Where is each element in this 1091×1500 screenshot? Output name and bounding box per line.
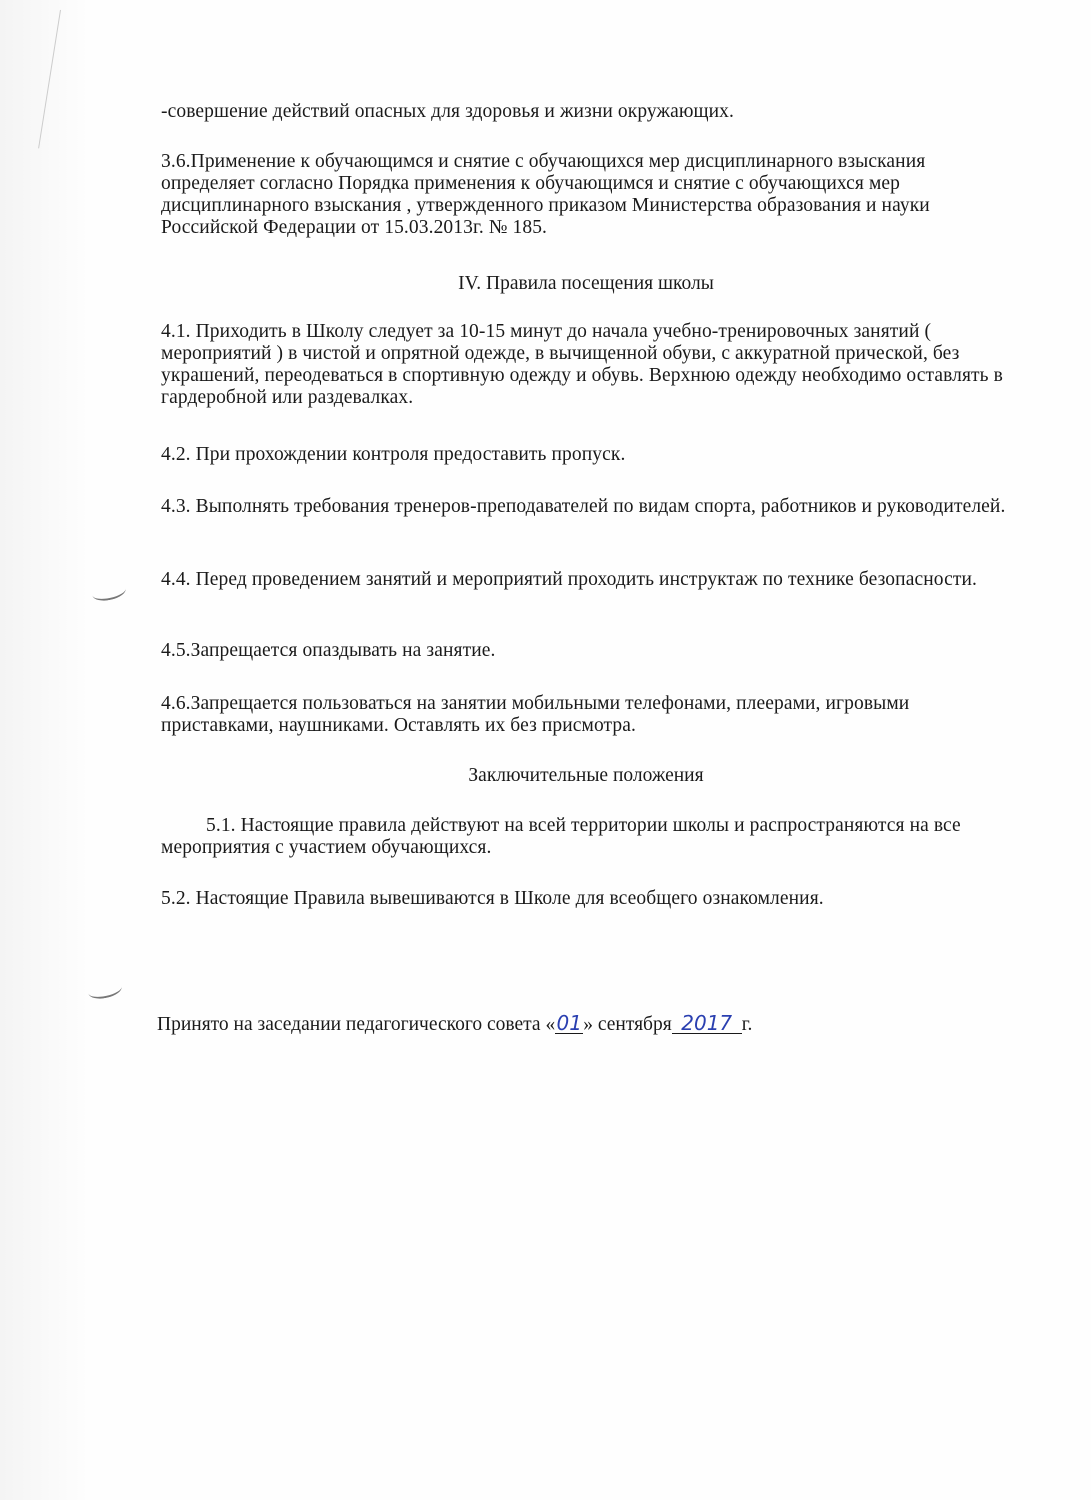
binder-hole-mark bbox=[91, 581, 128, 604]
adoption-suffix: г. bbox=[741, 1014, 753, 1035]
adoption-prefix: Принято на заседании педагогического совета « bbox=[157, 1014, 556, 1035]
adoption-year-handwritten: 2017 bbox=[672, 1013, 742, 1034]
paragraph-3-6: 3.6.Применение к обучающимся и снятие с обучающихся мер дисциплинарного взыскания определяет согласно Порядка применения к обучающимся и снятие с обучающихся мер дисциплинарного взыскания , утвержденного приказом Министерства образования и науки Российской Федерации от 15.03.2013г. № 185. bbox=[161, 151, 930, 238]
section-5-title: Заключительные положения bbox=[468, 765, 704, 786]
adoption-line bbox=[157, 1013, 752, 1037]
paragraph-4-1: 4.1. Приходить в Школу следует за 10-15 минут до начала учебно-тренировочных занятий ( мероприятий ) в чистой и опрятной одежде, в вычищенной обуви, с аккуратной прической, без украшений, переодеваться в спортивную одежду и обувь. Верхнюю одежду необходимо оставлять в гардеробной или раздевалках. bbox=[161, 321, 1003, 408]
paragraph-dangerous-actions: -совершение действий опасных для здоровья и жизни окружающих. bbox=[161, 101, 734, 122]
paragraph-4-4: 4.4. Перед проведением занятий и мероприятий проходить инструктаж по технике безопасности. bbox=[161, 569, 977, 590]
page-edge-shadow bbox=[0, 0, 90, 1500]
paragraph-4-2: 4.2. При прохождении контроля предоставить пропуск. bbox=[161, 444, 626, 465]
adoption-day-handwritten: 01 bbox=[556, 1011, 582, 1035]
paragraph-4-5: 4.5.Запрещается опаздывать на занятие. bbox=[161, 640, 496, 661]
paragraph-5-1: 5.1. Настоящие правила действуют на всей территории школы и распространяются на все мероприятия с участием обучающихся. bbox=[161, 815, 961, 858]
adoption-middle: » сентября bbox=[583, 1014, 672, 1035]
section-4-title: IV. Правила посещения школы bbox=[458, 273, 714, 294]
paragraph-5-2: 5.2. Настоящие Правила вывешиваются в Школе для всеобщего ознакомления. bbox=[161, 888, 824, 909]
paragraph-4-3: 4.3. Выполнять требования тренеров-преподавателей по видам спорта, работников и руководителей. bbox=[161, 496, 1006, 517]
paragraph-4-6: 4.6.Запрещается пользоваться на занятии мобильными телефонами, плеерами, игровыми приставками, наушниками. Оставлять их без присмотра. bbox=[161, 693, 910, 736]
binder-hole-mark bbox=[87, 979, 124, 1002]
